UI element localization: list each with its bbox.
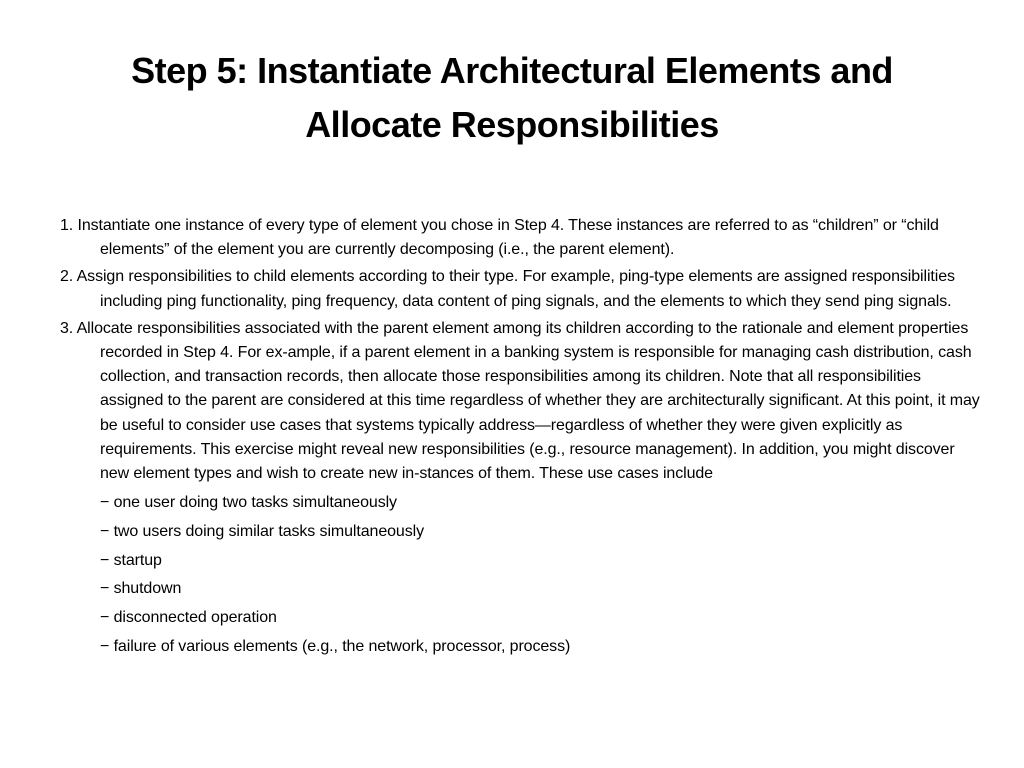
- use-case-item: − shutdown: [100, 580, 182, 598]
- use-case-item: − disconnected operation: [100, 609, 277, 627]
- use-case-item: − two users doing similar tasks simultaneously: [100, 522, 424, 540]
- slide-title-line-2: Allocate Responsibilities: [305, 104, 719, 145]
- use-case-list: [60, 489, 980, 661]
- use-case-item: − startup: [100, 551, 162, 569]
- step-paragraph-3: 3. Allocate responsibilities associated with the parent element among its children according to the rationale and element properties recorded in Step 4. For ex-ample, if a parent element in a banking system is responsible for managing cash distribution, cash collection, and transaction records, then allocate those responsibilities among its children. Note that all responsibilities assigned to the parent are considered at this time regardless of whether they are architecturally significant. At this point, it may be useful to consider use cases that systems typically address—regardless of whether they were given explicitly as requirements. This exercise might reveal new responsibilities (e.g., resource management). In addition, you might discover new element types and wish to create new in-stances of them. These use cases include: [60, 319, 980, 483]
- use-case-item: − one user doing two tasks simultaneously: [100, 494, 397, 512]
- step-paragraph-1: 1. Instantiate one instance of every type of element you chose in Step 4. These instances are referred to as “children” or “child elements” of the element you are currently decomposing (i.e., the parent element).: [60, 217, 939, 259]
- slide-title: [60, 44, 964, 152]
- use-case-item: − failure of various elements (e.g., the network, processor, process): [100, 637, 571, 655]
- step-paragraph-2: 2. Assign responsibilities to child elements according to their type. For example, ping-type elements are assigned responsibilities including ping functionality, ping frequency, data content of ping signals, and the elements to which they send ping signals.: [60, 268, 955, 310]
- slide-title-line-1: Step 5: Instantiate Architectural Elements and: [131, 50, 893, 91]
- slide-body: [60, 214, 980, 661]
